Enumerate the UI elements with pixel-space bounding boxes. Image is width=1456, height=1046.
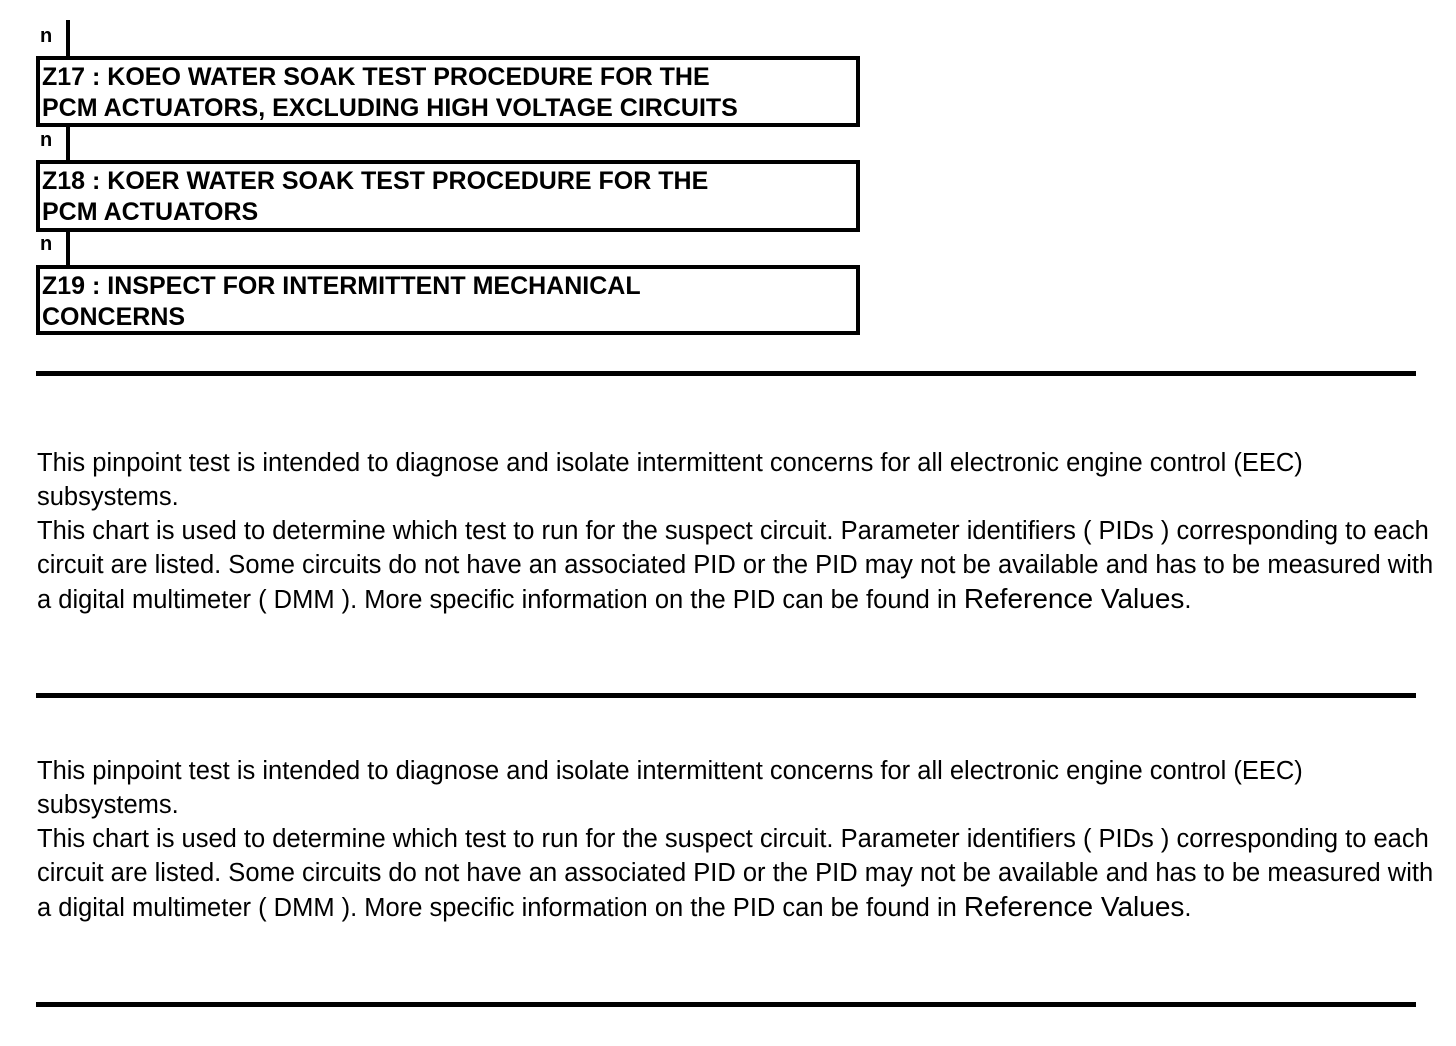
description-text: This chart is used to determine which test to run for the suspect circuit. Parameter identifiers ( PIDs ) corresponding to each circuit are listed. Some circuits do not have an associated PID or the PID may not be available and has to be measured with a digital multimeter ( DMM ). More specific information on the PID can be found in xyxy=(37,517,1434,614)
description-text: This chart is used to determine which test to run for the suspect circuit. Parameter identifiers ( PIDs ) corresponding to each circuit are listed. Some circuits do not have an associated PID or the PID may not be available and has to be measured with a digital multimeter ( DMM ). More specific information on the PID can be found in xyxy=(37,825,1434,922)
step-box-z17[interactable] xyxy=(36,56,860,127)
step-box-z19[interactable] xyxy=(36,265,860,335)
step-title-line: Z18 : KOER WATER SOAK TEST PROCEDURE FOR THE xyxy=(42,167,709,195)
description-text: . xyxy=(1184,586,1192,614)
step-title xyxy=(42,62,852,124)
step-title xyxy=(42,271,852,333)
description-paragraph: This pinpoint test is intended to diagnose and isolate intermittent concerns for all electronic engine control (EEC) subsystems. xyxy=(37,449,1303,511)
step-box-z18[interactable] xyxy=(36,160,860,232)
step-title xyxy=(42,166,852,228)
step-title-line: Z17 : KOEO WATER SOAK TEST PROCEDURE FOR THE xyxy=(42,63,710,91)
flow-connector-line xyxy=(66,20,70,58)
reference-values-link[interactable]: Reference Values xyxy=(963,583,1185,614)
step-title-line: Z19 : INSPECT FOR INTERMITTENT MECHANICAL xyxy=(42,272,641,300)
reference-values-link[interactable]: Reference Values xyxy=(963,891,1185,922)
description-paragraph xyxy=(37,514,1437,617)
section-divider xyxy=(36,693,1416,698)
step-title-line: PCM ACTUATORS xyxy=(42,198,259,226)
flow-connector-label: n xyxy=(40,25,53,47)
section-divider xyxy=(36,1002,1416,1007)
description-block xyxy=(37,754,1437,925)
description-paragraph xyxy=(37,822,1437,925)
flow-connector-line xyxy=(66,231,70,267)
description-text: . xyxy=(1184,894,1192,922)
section-divider xyxy=(36,371,1416,376)
flow-connector-label: n xyxy=(40,129,53,151)
step-title-line: PCM ACTUATORS, EXCLUDING HIGH VOLTAGE CIRCUITS xyxy=(42,94,738,122)
description-block xyxy=(37,446,1437,617)
step-title-line: CONCERNS xyxy=(42,303,186,331)
flow-connector-line xyxy=(66,126,70,162)
flow-connector-label: n xyxy=(40,233,53,255)
description-paragraph: This pinpoint test is intended to diagnose and isolate intermittent concerns for all electronic engine control (EEC) subsystems. xyxy=(37,757,1303,819)
